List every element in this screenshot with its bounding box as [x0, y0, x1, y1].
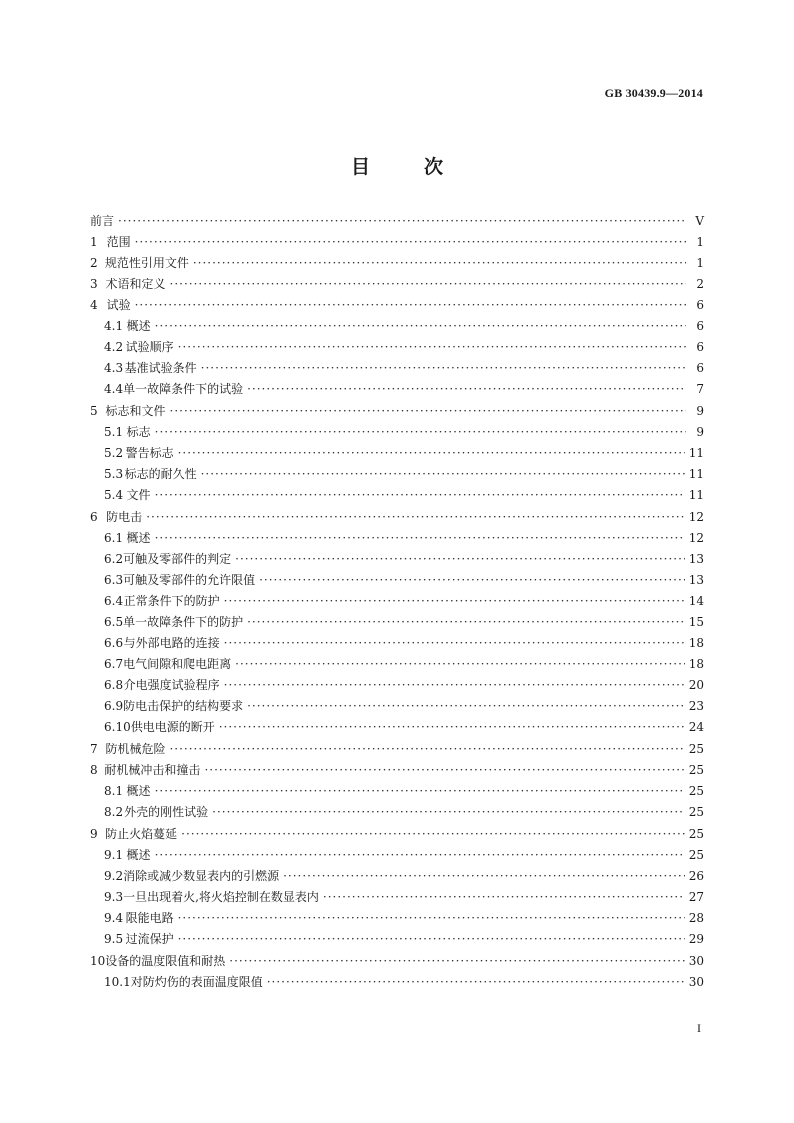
toc-entry-title: 标志: [126, 425, 151, 439]
toc-entry-page: 30: [688, 975, 704, 989]
toc-entry-number: 4.4: [104, 382, 124, 396]
toc-entry[interactable]: [90, 341, 704, 353]
toc-entry[interactable]: [90, 849, 704, 861]
toc-entry-number: 6.10: [104, 720, 131, 734]
toc-entry-page: 13: [688, 552, 704, 566]
toc-entry-page: 7: [696, 382, 704, 396]
toc-dot-leader: [259, 574, 685, 586]
toc-dot-leader: [283, 870, 685, 882]
toc-entry-title: 可触及零部件的判定: [123, 552, 232, 566]
toc-entry-number: 6.7: [104, 657, 124, 671]
toc-dot-leader: [247, 616, 685, 628]
toc-dot-leader: [178, 341, 686, 353]
toc-entry-number: 6.5: [104, 615, 124, 629]
toc-entry-title: 概述: [126, 319, 151, 333]
toc-entry-title: 警告标志: [125, 446, 174, 460]
toc-dot-leader: [201, 468, 685, 480]
toc-entry[interactable]: [90, 383, 704, 395]
standard-code: GB 30439.9—2014: [604, 86, 703, 100]
toc-entry-page: 6: [696, 298, 704, 312]
toc-dot-leader: [155, 426, 686, 438]
toc-entry-page: 23: [688, 699, 704, 713]
toc-entry-number: 5.2: [104, 446, 124, 460]
toc-entry-title: 单一故障条件下的防护: [123, 615, 244, 629]
toc-entry-number: 9.4: [104, 911, 124, 925]
toc-entry[interactable]: [90, 553, 704, 565]
toc-entry-page: 9: [696, 404, 704, 418]
toc-entry[interactable]: [90, 933, 704, 945]
toc-entry[interactable]: [90, 215, 704, 227]
toc-entry-number: 4.1: [104, 319, 124, 333]
toc-entry-page: 11: [688, 467, 704, 481]
toc-entry-number: 8.2: [104, 805, 124, 819]
toc-entry-number: 6.2: [104, 552, 124, 566]
toc-entry[interactable]: [90, 679, 704, 691]
toc-entry-title: 设备的温度限值和耐热: [105, 954, 226, 968]
toc-entry[interactable]: [90, 278, 704, 290]
toc-dot-leader: [247, 700, 685, 712]
toc-dot-leader: [155, 320, 686, 332]
toc-dot-leader: [155, 849, 685, 861]
toc-entry-title: 消除或减少数显表内的引燃源: [123, 869, 280, 883]
toc-entry-page: 26: [688, 869, 704, 883]
toc-entry-page: V: [695, 214, 704, 228]
toc-entry-page: 25: [688, 848, 704, 862]
toc-entry-title: 前言: [90, 214, 115, 228]
toc-entry-page: 1: [696, 256, 704, 270]
toc-entry-page: 25: [688, 784, 704, 798]
toc-entry-title: 规范性引用文件: [104, 256, 189, 270]
toc-entry-title: 文件: [126, 488, 151, 502]
toc-entry-title: 可触及零部件的允许限值: [123, 573, 256, 587]
toc-entry-page: 9: [696, 425, 704, 439]
toc-dot-leader: [247, 383, 686, 395]
toc-dot-leader: [155, 785, 685, 797]
toc-entry-page: 14: [688, 594, 704, 608]
toc-entry-title: 概述: [126, 784, 151, 798]
toc-title: [0, 152, 794, 179]
toc-dot-leader: [135, 299, 686, 311]
toc-entry-page: 13: [688, 573, 704, 587]
toc-entry-page: 27: [688, 890, 704, 904]
toc-entry[interactable]: [90, 532, 704, 544]
toc-dot-leader: [146, 511, 685, 523]
toc-dot-leader: [224, 679, 685, 691]
toc-entry-title: 电气间隙和爬电距离: [123, 657, 232, 671]
toc-entry-title: 防电击保护的结构要求: [123, 699, 244, 713]
toc-dot-leader: [212, 806, 685, 818]
toc-entry-number: 4.3: [104, 361, 124, 375]
toc-entry[interactable]: [90, 511, 704, 523]
toc-entry[interactable]: [90, 658, 704, 670]
toc-entry-title: 概述: [126, 848, 151, 862]
toc-dot-leader: [181, 828, 685, 840]
toc-entry-number: 8: [90, 763, 98, 777]
toc-entry-page: 18: [688, 636, 704, 650]
toc-entry-title: 介电强度试验程序: [123, 678, 220, 692]
toc-entry[interactable]: [90, 912, 704, 924]
toc-entry[interactable]: [90, 574, 704, 586]
toc-dot-leader: [219, 721, 685, 733]
toc-entry[interactable]: [90, 955, 704, 967]
toc-entry-title: 外壳的刚性试验: [124, 805, 209, 819]
toc-dot-leader: [201, 362, 686, 374]
toc-entry-page: 18: [688, 657, 704, 671]
toc-dot-leader: [155, 532, 685, 544]
toc-entry-title: 耐机械冲击和撞击: [104, 763, 201, 777]
toc-entry-page: 20: [688, 678, 704, 692]
toc-entry[interactable]: [90, 743, 704, 755]
toc-entry-number: 6.6: [104, 636, 124, 650]
toc-entry-number: 6.4: [104, 594, 124, 608]
toc-dot-leader: [229, 955, 684, 967]
toc-entry-title: 一旦出现着火,将火焰控制在数显表内: [123, 890, 319, 904]
toc-entry-title: 试验: [106, 298, 131, 312]
toc-entry-page: 25: [688, 805, 704, 819]
toc-dot-leader: [135, 236, 686, 248]
toc-entry-title: 防止火焰蔓延: [105, 827, 178, 841]
toc-dot-leader: [224, 637, 685, 649]
toc-entry-title: 过流保护: [125, 932, 174, 946]
toc-entry-page: 28: [688, 911, 704, 925]
toc-dot-leader: [235, 553, 685, 565]
toc-dot-leader: [235, 658, 685, 670]
toc-entry-number: 5.4: [104, 488, 124, 502]
toc-entry-number: 3: [90, 277, 98, 291]
toc-dot-leader: [204, 764, 684, 776]
toc-entry-number: 2: [90, 256, 98, 270]
toc-entry-page: 12: [688, 510, 704, 524]
toc-entry[interactable]: [90, 595, 704, 607]
toc-entry-number: 8.1: [104, 784, 124, 798]
toc-entry-number: 10.1: [104, 975, 131, 989]
toc-entry-number: 6.1: [104, 531, 124, 545]
toc-entry[interactable]: [90, 700, 704, 712]
toc-dot-leader: [170, 278, 686, 290]
toc-entry-number: 5.1: [104, 425, 124, 439]
toc-entry-number: 6.3: [104, 573, 124, 587]
toc-dot-leader: [224, 595, 685, 607]
toc-dot-leader: [323, 891, 685, 903]
toc-entry-number: 5: [90, 404, 98, 418]
toc-entry-title: 试验顺序: [125, 340, 174, 354]
toc-dot-leader: [155, 489, 685, 501]
toc-entry[interactable]: [90, 828, 704, 840]
toc-entry-title: 单一故障条件下的试验: [123, 382, 244, 396]
toc-entry-number: 9.2: [104, 869, 124, 883]
toc-entry-page: 6: [696, 361, 704, 375]
toc-entry[interactable]: [90, 785, 704, 797]
toc-entry-number: 6.9: [104, 699, 124, 713]
toc-entry-page: 30: [688, 954, 704, 968]
toc-entry-title: 供电电源的断开: [130, 720, 215, 734]
toc-entry-page: 25: [688, 763, 704, 777]
toc-dot-leader: [118, 215, 686, 227]
toc-entry[interactable]: [90, 362, 704, 374]
toc-entry[interactable]: [90, 870, 704, 882]
toc-entry-number: 9.3: [104, 890, 124, 904]
toc-entry-page: 2: [696, 277, 704, 291]
toc-entry-number: 6: [90, 510, 98, 524]
toc-entry-number: 5.3: [104, 467, 124, 481]
toc-dot-leader: [170, 405, 686, 417]
toc-entry[interactable]: [90, 616, 704, 628]
toc-entry-number: 9.1: [104, 848, 124, 862]
toc-entry-number: 4: [90, 298, 98, 312]
toc-entry-page: 11: [688, 488, 704, 502]
toc-entry[interactable]: [90, 721, 704, 733]
toc-entry-page: 6: [696, 319, 704, 333]
toc-entry[interactable]: [90, 637, 704, 649]
toc-entry-number: 1: [90, 235, 98, 249]
toc-entry-title: 标志的耐久性: [124, 467, 197, 481]
toc-dot-leader: [178, 933, 685, 945]
toc-entry[interactable]: [90, 764, 704, 776]
toc-entry[interactable]: [90, 405, 704, 417]
toc-entry-page: 25: [688, 742, 704, 756]
toc-entry-title: 防电击: [106, 510, 143, 524]
toc-entry-number: 6.8: [104, 678, 124, 692]
toc-list: [90, 215, 704, 988]
toc-entry-title: 正常条件下的防护: [123, 594, 220, 608]
toc-dot-leader: [193, 257, 686, 269]
toc-entry-title: 范围: [106, 235, 131, 249]
toc-entry-title: 与外部电路的连接: [123, 636, 220, 650]
toc-entry-page: 25: [688, 827, 704, 841]
toc-entry-number: 4.2: [104, 340, 124, 354]
toc-entry-title: 标志和文件: [105, 404, 166, 418]
toc-entry[interactable]: [90, 236, 704, 248]
toc-entry-number: 9.5: [104, 932, 124, 946]
toc-entry[interactable]: [90, 447, 704, 459]
toc-dot-leader: [178, 912, 685, 924]
toc-entry-title: 防机械危险: [105, 742, 166, 756]
toc-entry-title: 限能电路: [125, 911, 174, 925]
toc-title-char-2: 次: [424, 156, 444, 178]
toc-entry-page: 24: [688, 720, 704, 734]
toc-entry-number: 10: [90, 954, 106, 968]
toc-entry[interactable]: [90, 468, 704, 480]
toc-entry-number: 7: [90, 742, 98, 756]
page-number: I: [697, 1021, 701, 1035]
toc-dot-leader: [178, 447, 685, 459]
toc-dot-leader: [169, 743, 684, 755]
toc-entry-page: 12: [688, 531, 704, 545]
toc-entry[interactable]: [90, 489, 704, 501]
toc-entry-page: 11: [688, 446, 704, 460]
toc-entry-page: 1: [696, 235, 704, 249]
toc-entry[interactable]: [90, 976, 704, 988]
toc-entry-title: 对防灼伤的表面温度限值: [130, 975, 263, 989]
toc-entry[interactable]: [90, 320, 704, 332]
toc-entry-page: 6: [696, 340, 704, 354]
toc-entry-page: 29: [688, 932, 704, 946]
toc-entry-title: 概述: [126, 531, 151, 545]
toc-entry[interactable]: [90, 806, 704, 818]
toc-entry[interactable]: [90, 299, 704, 311]
toc-entry[interactable]: [90, 257, 704, 269]
toc-title-char-1: 目: [350, 156, 370, 178]
toc-entry-page: 15: [688, 615, 704, 629]
toc-entry-number: 9: [90, 827, 98, 841]
toc-entry[interactable]: [90, 891, 704, 903]
toc-dot-leader: [267, 976, 685, 988]
toc-entry-title: 基准试验条件: [124, 361, 197, 375]
toc-entry[interactable]: [90, 426, 704, 438]
toc-entry-title: 术语和定义: [105, 277, 166, 291]
